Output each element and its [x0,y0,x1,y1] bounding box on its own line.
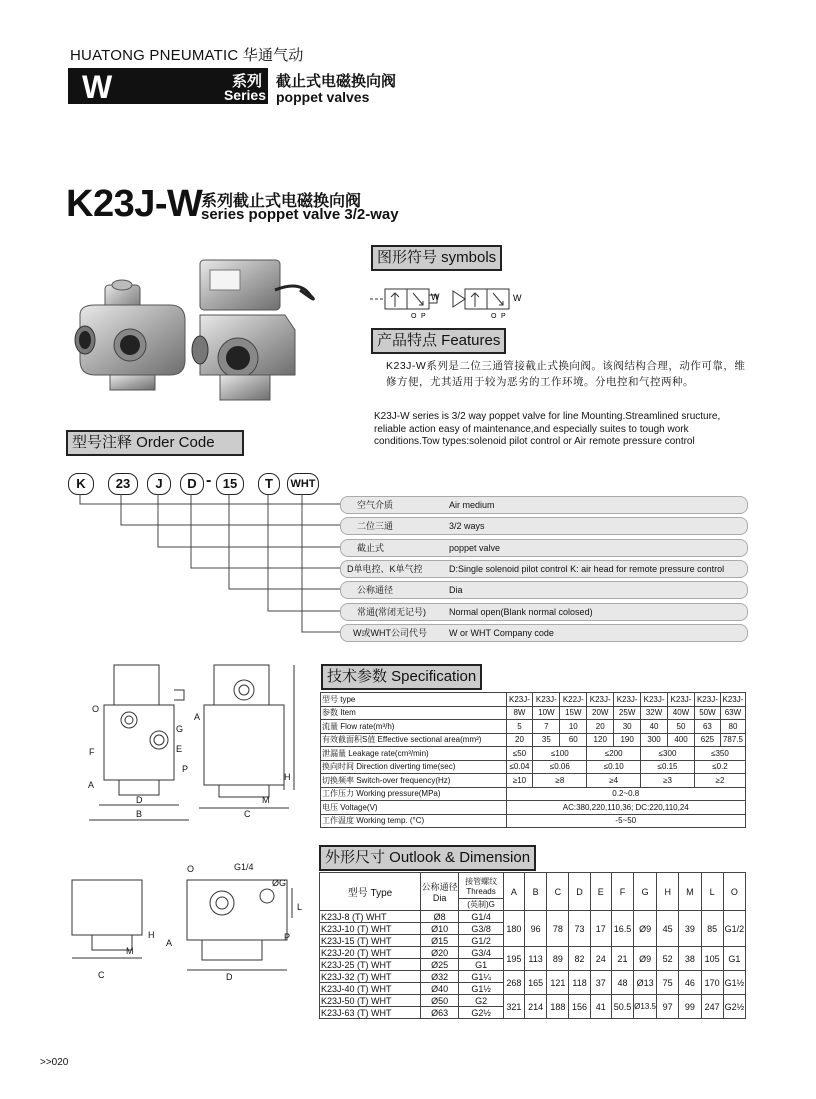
dim-header-threads-en: Threads [466,886,496,896]
label-o2: O [187,864,195,874]
dim-cell: Ø13.5 [634,995,657,1019]
order-row-dia [340,581,748,599]
dim-row-thr: G1/2 [459,935,503,947]
dim-cell: 118 [569,971,590,995]
dim-row-thr: G1/4 [459,911,503,923]
spec-cell: 30 [614,720,641,734]
spec-model-bot: 40W [668,706,695,720]
label-c: C [244,809,251,819]
page-number: >>020 [40,1057,69,1068]
spec-cell: 80 [720,720,745,734]
code-15: 15 [216,473,244,495]
label-a3: A [166,938,173,948]
dim-row-dia: Ø15 [420,935,458,947]
spec-model-top: K23J- [668,693,695,707]
dim-row-type: K23J-32 (T) WHT [320,971,421,983]
series-letter: W [82,69,113,105]
spec-cell: 5 [506,720,533,734]
dim-row-type: K23J-8 (T) WHT [320,911,421,923]
spec-flow-label: 流量 Flow rate(m³/h) [321,720,507,734]
series-label-cn: 系列 [231,73,262,90]
code-dash: - [206,472,212,489]
order-row-en: W or WHT Company code [449,628,554,638]
features-text-en: K23J-W series is 3/2 way poppet valve for line Mounting.Streamlined sructure, reliable action easy of maintenance,and especially suites to tough work conditions.Tow types:solenoid pilot control or Air remote pressure control [374,411,721,447]
spec-leak-label: 泄漏量 Leakage rate(cm³/min) [321,747,507,761]
label-o: O [92,704,100,714]
label-c2: C [98,970,105,980]
dim-cell: 89 [547,947,569,971]
dim-cell: 50.5 [611,995,633,1019]
series-type-cn: 截止式电磁换向阀 [276,73,397,90]
spec-model-bot: 10W [533,706,560,720]
dim-row-thr: G3/8 [459,923,503,935]
spec-model-bot: 8W [506,706,533,720]
spec-model-bot: 63W [720,706,745,720]
dim-cell: 46 [679,971,701,995]
spec-cell: ≤350 [694,747,745,761]
spec-cell: 7 [533,720,560,734]
spec-cell: 20 [587,720,614,734]
symbols-heading: 图形符号 symbols [371,245,502,271]
spec-model-top: K23J- [694,693,720,707]
dim-row-dia: Ø63 [420,1007,458,1019]
spec-cell: ≥8 [533,774,587,788]
dim-row-dia: Ø40 [420,983,458,995]
dim-cell: G1/2 [723,911,745,947]
dim-cell: 121 [547,971,569,995]
dim-row-type: K23J-20 (T) WHT [320,947,421,959]
label-g14: G1/4 [234,862,254,872]
spec-model-top: K23J- [587,693,614,707]
dim-col-header: L [701,873,723,911]
spec-cell: 50 [668,720,695,734]
spec-cell: ≥2 [694,774,745,788]
spec-cell: 20 [506,733,533,747]
product-title-cn: 系列截止式电磁换向阀 [201,193,362,210]
label-b: B [136,809,143,819]
dim-cell: 85 [701,911,723,947]
spec-cell: 40 [641,720,668,734]
dim-row-type: K23J-15 (T) WHT [320,935,421,947]
label-phig: ØG [272,878,287,888]
order-row-en: D:Single solenoid pilot control K: air head for remote pressure control [449,564,725,574]
spec-model-bot: 32W [641,706,668,720]
dim-header-threads [459,873,503,899]
order-row-control [340,560,748,578]
dim-col-header: C [547,873,569,911]
spec-cell: ≤100 [533,747,587,761]
spec-temp-value: -5~50 [506,814,746,828]
series-type-en: poppet valves [276,89,370,105]
features-text-cn: K23J-W系列是二位三通管接截止式换向阀。该阀结构合理，动作可靠，维修方便，尤其适用于较为恶劣的工作环境。分电控和气控两种。 [386,360,746,388]
dim-cell: G2½ [723,995,745,1019]
dim-col-header: E [590,873,611,911]
dim-cell: 39 [679,911,701,947]
dim-cell: Ø13 [634,971,657,995]
order-row-ways [340,517,748,535]
dim-cell: 165 [525,971,547,995]
code-wht: WHT [287,473,319,495]
dim-cell: 45 [657,911,679,947]
dim-cell: 38 [679,947,701,971]
spec-cell: 300 [641,733,668,747]
spec-cell: ≤0.15 [641,760,695,774]
dim-row-thr: G1¼ [459,971,503,983]
dim-cell: 170 [701,971,723,995]
dimension-heading: 外形尺寸 Outlook & Dimension [319,845,536,871]
dim-row-thr: G2½ [459,1007,503,1019]
symbol-label-o: O [411,313,417,319]
order-row-en: Normal open(Blank normal colosed) [449,607,593,617]
spec-cell: 787.5 [720,733,745,747]
dim-col-header: B [525,873,547,911]
spec-model-bot: 50W [694,706,720,720]
dim-cell: 97 [657,995,679,1019]
series-label-en: Series [223,87,266,103]
product-photo [60,250,350,410]
spec-cell: 10 [560,720,587,734]
dim-row-thr: G1½ [459,983,503,995]
dim-header-threads-cn: 接管螺纹 [465,876,498,886]
label-e: E [176,744,183,754]
dim-cell: 17 [590,911,611,947]
symbol-label-w: W [431,292,440,302]
label-p2: P [284,932,291,942]
spec-area-label: 有效截面积S值 Effective sectional area(mm²) [321,733,507,747]
spec-cell: 190 [614,733,641,747]
order-row-en: Air medium [449,500,495,510]
dim-cell: 78 [547,911,569,947]
label-d2: D [226,972,233,982]
spec-cell: ≥4 [587,774,641,788]
dim-row-type: K23J-10 (T) WHT [320,923,421,935]
spec-cell: 60 [560,733,587,747]
spec-cell: ≤50 [506,747,533,761]
dim-cell: 99 [679,995,701,1019]
spec-freq-label: 切换频率 Switch-over frequency(Hz) [321,774,507,788]
dim-header-dia [420,873,458,911]
spec-model-top: K23J- [614,693,641,707]
spec-model-bot: 20W [587,706,614,720]
label-a: A [88,780,95,790]
dim-header-type: 型号 Type [320,873,421,911]
label-m2: M [126,946,134,956]
dim-cell: 16.5 [611,911,633,947]
dim-row-dia: Ø20 [420,947,458,959]
dim-row-type: K23J-50 (T) WHT [320,995,421,1007]
spec-model-bot: 25W [614,706,641,720]
dim-cell: 105 [701,947,723,971]
symbol-label-p2: P [501,313,506,319]
dimension-table [319,872,746,1019]
spec-cell: ≤0.04 [506,760,533,774]
spec-voltage-value: AC:380,220,110,36; DC:220,110,24 [506,801,746,815]
spec-cell: 63 [694,720,720,734]
order-row-cn: 截止式 [357,543,385,553]
order-row-en: poppet valve [449,543,501,553]
label-m: M [262,795,270,805]
dim-cell: 156 [569,995,590,1019]
spec-cell: 625 [694,733,720,747]
order-row-en: 3/2 ways [449,521,485,531]
code-23: 23 [108,473,138,495]
spec-cell: 120 [587,733,614,747]
dim-cell: 214 [525,995,547,1019]
spec-pressure-label: 工作压力 Working pressure(MPa) [321,787,507,801]
order-code-heading: 型号注释 Order Code [66,430,244,456]
symbol-label-o2: O [491,313,497,319]
dim-cell: 96 [525,911,547,947]
spec-cell: ≤300 [641,747,695,761]
dim-row-type: K23J-63 (T) WHT [320,1007,421,1019]
order-row-cn: 空气介质 [357,500,394,510]
dim-header-threads-unit: (英制)G [459,899,503,911]
product-title-en: series poppet valve 3/2-way [201,206,399,223]
spec-cell: ≥10 [506,774,533,788]
dim-row-thr: G3/4 [459,947,503,959]
order-row-medium [340,496,748,514]
spec-cell: 400 [668,733,695,747]
valve-symbols [365,283,545,319]
spec-type-label: 型号 type [321,693,507,707]
dim-row-type: K23J-40 (T) WHT [320,983,421,995]
spec-temp-label: 工作温度 Working temp. (°C) [321,814,507,828]
dim-cell: Ø9 [634,911,657,947]
label-h: H [284,772,291,782]
dim-col-header: G [634,873,657,911]
dim-header-dia-en: Dia [432,893,447,903]
dim-col-header: M [679,873,701,911]
spec-heading: 技术参数 Specification [321,664,482,690]
spec-cell: ≥3 [641,774,695,788]
label-g: G [176,724,184,734]
dim-row-thr: G2 [459,995,503,1007]
outline-drawing-lower [62,858,312,983]
dim-row-type: K23J-25 (T) WHT [320,959,421,971]
dim-cell: G1½ [723,971,745,995]
dim-cell: 113 [525,947,547,971]
dim-col-header: F [611,873,633,911]
spec-cell: ≤200 [587,747,641,761]
dim-cell: Ø9 [634,947,657,971]
order-row-cn: 二位三通 [357,521,394,531]
label-p: P [182,764,189,774]
dim-cell: G1 [723,947,745,971]
label-h2: H [148,930,155,940]
order-row-en: Dia [449,585,463,595]
dim-row-dia: Ø25 [420,959,458,971]
spec-pressure-value: 0.2~0.8 [506,787,746,801]
spec-model-top: K23J- [720,693,745,707]
spec-model-top: K22J- [560,693,587,707]
spec-model-top: K23J- [533,693,560,707]
dim-row-dia: Ø50 [420,995,458,1007]
dim-cell: 73 [569,911,590,947]
dim-cell: 180 [503,911,524,947]
spec-cell: ≤0.10 [587,760,641,774]
spec-item-label: 参数 Item [321,706,507,720]
order-row-cn: 常通(常闭无记号) [357,607,426,617]
label-l: L [297,902,303,912]
dim-cell: 82 [569,947,590,971]
spec-cell: ≤0.06 [533,760,587,774]
dim-col-header: D [569,873,590,911]
dim-cell: 41 [590,995,611,1019]
dim-cell: 188 [547,995,569,1019]
dim-cell: 21 [611,947,633,971]
order-row-poppet [340,539,748,557]
order-row-normal [340,603,748,621]
dim-cell: 268 [503,971,524,995]
series-badge [68,68,268,104]
dim-cell: 48 [611,971,633,995]
spec-model-top: K23J- [641,693,668,707]
code-k: K [68,473,94,495]
code-t: T [258,473,280,495]
dim-row-thr: G1 [459,959,503,971]
symbol-label-p: P [421,313,426,319]
brand-name: HUATONG PNEUMATIC 华通气动 [70,47,304,64]
spec-model-top: K23J- [506,693,533,707]
features-heading: 产品特点 Features [371,328,506,354]
dim-col-header: A [503,873,524,911]
dim-header-dia-cn: 公称通径 [421,882,458,892]
dim-cell: 321 [503,995,524,1019]
dim-cell: 52 [657,947,679,971]
dim-cell: 24 [590,947,611,971]
dim-col-header: O [723,873,745,911]
spec-voltage-label: 电压 Voltage(V) [321,801,507,815]
outline-drawing-upper [84,660,304,830]
order-row-cn: W或WHT公司代号 [353,628,427,638]
dim-cell: 75 [657,971,679,995]
spec-model-bot: 15W [560,706,587,720]
symbol-label-w2: W [513,293,522,303]
label-f: F [89,747,95,757]
label-a2: A [194,712,201,722]
spec-cell: ≤0.2 [694,760,745,774]
dim-col-header: H [657,873,679,911]
order-row-cn: D单电控、K单气控 [347,564,423,574]
dim-row-dia: Ø32 [420,971,458,983]
order-row-company [340,624,748,642]
dim-cell: 37 [590,971,611,995]
order-code-leader-lines [60,494,360,644]
order-row-cn: 公称通径 [357,585,394,595]
code-d: D [180,473,204,495]
label-d: D [136,795,143,805]
dim-cell: 247 [701,995,723,1019]
dim-row-dia: Ø8 [420,911,458,923]
dim-row-dia: Ø10 [420,923,458,935]
dim-cell: 195 [503,947,524,971]
spec-cell: 35 [533,733,560,747]
product-model: K23J-W [66,183,203,225]
spec-switch-label: 换向时间 Direction diverting time(sec) [321,760,507,774]
spec-table [320,692,746,828]
code-j: J [147,473,171,495]
